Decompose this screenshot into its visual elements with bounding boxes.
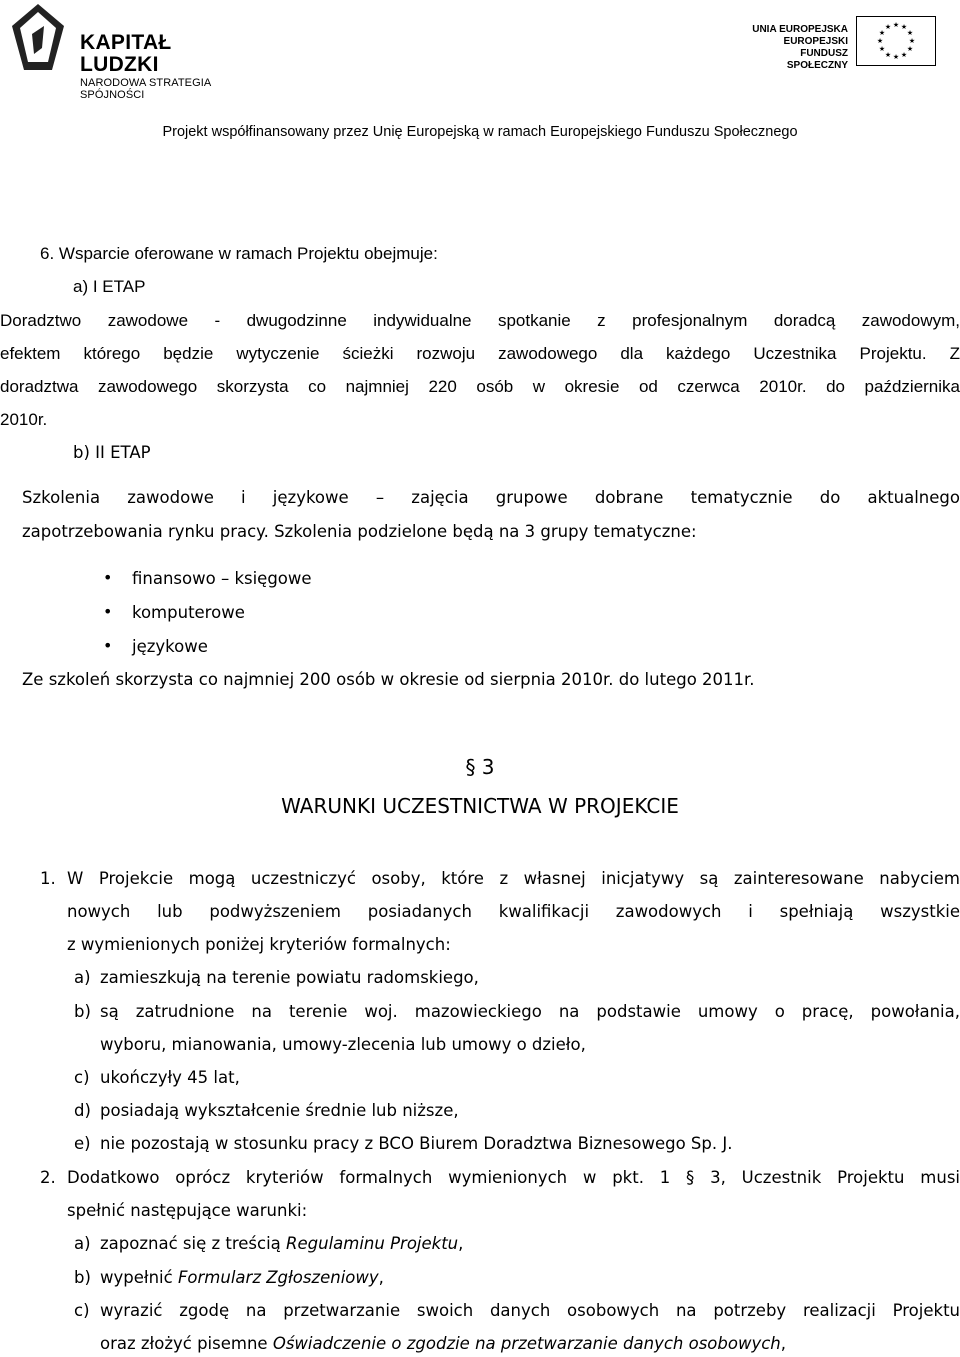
svg-text:★: ★ — [906, 45, 914, 53]
bullet-dot: • — [103, 636, 113, 655]
svg-text:★: ★ — [892, 53, 900, 61]
eu-logo-line1: UNIA EUROPEJSKA — [752, 24, 848, 35]
section6-b-line1: Szkolenia zawodowe i językowe – zajęcia grupowe dobrane tematycznie do aktualnego — [22, 488, 960, 507]
criterion-text: są zatrudnione na terenie woj. mazowieckiego na podstawie umowy o pracę, powołania, — [100, 1002, 960, 1021]
condition-label: b) — [74, 1268, 91, 1287]
bullet-dot: • — [103, 568, 113, 587]
condition-text-punct: , — [780, 1334, 787, 1353]
eu-logo-line2: EUROPEJSKI — [783, 36, 848, 47]
condition-text-plain: oraz złożyć pisemne — [100, 1334, 273, 1353]
section6-a-line4: 2010r. — [0, 410, 48, 429]
svg-text:★: ★ — [876, 37, 884, 45]
point1-number: 1. — [40, 869, 56, 888]
svg-text:★: ★ — [878, 45, 886, 53]
regulamin-reference: Regulaminu Projektu — [286, 1234, 459, 1253]
point2-line1: Dodatkowo oprócz kryteriów formalnych wymienionych w pkt. 1 § 3, Uczestnik Projektu musi — [67, 1168, 960, 1187]
section6-a-label: a) I ETAP — [73, 277, 146, 296]
condition-text-punct: , — [378, 1268, 384, 1287]
eu-logo — [740, 16, 940, 71]
condition-text-plain: zapoznać się z treścią — [100, 1234, 287, 1253]
formularz-reference: Formularz Zgłoszeniowy — [177, 1268, 379, 1287]
oswiadczenie-reference: Oświadczenie o zgodzie na przetwarzanie danych osobowych — [272, 1334, 781, 1353]
svg-text:★: ★ — [900, 23, 908, 31]
criterion-label: d) — [74, 1101, 91, 1120]
eu-logo-line3: FUNDUSZ SPOŁECZNY — [786, 48, 848, 71]
svg-text:★: ★ — [906, 29, 914, 37]
section6-a-line3: doradztwa zawodowego skorzysta co najmniej 220 osób w okresie od czerwca 2010r. do października — [0, 377, 960, 396]
kapital-ludzki-emblem-icon — [12, 4, 64, 70]
condition-text-cont — [100, 1334, 786, 1354]
bullet-dot: • — [103, 602, 113, 621]
point1-line3: z wymienionych poniżej kryteriów formalnych: — [67, 935, 451, 954]
condition-text-plain: wypełnić — [100, 1268, 178, 1287]
criterion-label: c) — [74, 1068, 90, 1087]
section6-b-label: b) II ETAP — [73, 443, 151, 462]
svg-text:★: ★ — [892, 21, 900, 29]
section6-a-line2: efektem którego będzie wytyczenie ścieżki rozwoju zawodowego dla każdego Uczestnika Projektu. Z — [0, 344, 960, 363]
svg-text:★: ★ — [878, 29, 886, 37]
svg-text:★: ★ — [884, 51, 892, 59]
criterion-text: ukończyły 45 lat, — [100, 1068, 240, 1087]
section6-intro: 6. Wsparcie oferowane w ramach Projektu obejmuje: — [40, 244, 438, 263]
svg-text:★: ★ — [900, 51, 908, 59]
kapital-ludzki-subtitle: NARODOWA STRATEGIA SPÓJNOŚCI — [80, 77, 211, 101]
criterion-text: nie pozostają w stosunku pracy z BCO Biurem Doradztwa Biznesowego Sp. J. — [100, 1134, 733, 1153]
condition-text-punct: , — [458, 1234, 464, 1253]
point1-line1: W Projekcie mogą uczestniczyć osoby, które z własnej inicjatywy są zainteresowane nabyciem — [67, 869, 960, 888]
point2-line2: spełnić następujące warunki: — [67, 1201, 308, 1220]
bullet-item: komputerowe — [132, 603, 245, 622]
condition-label: c) — [74, 1301, 90, 1320]
criterion-label: e) — [74, 1134, 91, 1153]
eu-flag-icon — [856, 16, 936, 66]
kapital-ludzki-title: KAPITAŁ LUDZKI — [80, 31, 172, 76]
section6-b-line2: zapotrzebowania rynku pracy. Szkolenia podzielone będą na 3 grupy tematyczne: — [22, 522, 697, 541]
criterion-text: posiadają wykształcenie średnie lub niższe, — [100, 1101, 459, 1120]
condition-text: wyrazić zgodę na przetwarzanie swoich danych osobowych na potrzeby realizacji Projektu — [100, 1301, 960, 1320]
criterion-text-cont: wyboru, mianowania, umowy-zlecenia lub umowy o dzieło, — [100, 1035, 586, 1054]
condition-text — [100, 1268, 384, 1288]
point1-line2: nowych lub podwyższeniem posiadanych kwalifikacji zawodowych i spełniają wszystkie — [67, 902, 960, 921]
cofinancing-note: Projekt współfinansowany przez Unię Europejską w ramach Europejskiego Funduszu Społecznego — [162, 124, 798, 140]
bullet-item: językowe — [132, 637, 208, 656]
svg-text:★: ★ — [908, 37, 916, 45]
section-symbol: § 3 — [465, 755, 495, 779]
criterion-text: zamieszkują na terenie powiatu radomskiego, — [100, 968, 479, 987]
point2-number: 2. — [40, 1168, 56, 1187]
svg-text:★: ★ — [884, 23, 892, 31]
condition-text — [100, 1234, 463, 1254]
criterion-label: b) — [74, 1002, 91, 1021]
bullet-item: finansowo – księgowe — [132, 569, 312, 588]
section6-b-summary: Ze szkoleń skorzysta co najmniej 200 osób w okresie od sierpnia 2010r. do lutego 2011r. — [22, 670, 755, 689]
criterion-label: a) — [74, 968, 91, 987]
condition-label: a) — [74, 1234, 91, 1253]
section6-a-line1: Doradztwo zawodowe - dwugodzinne indywidualne spotkanie z profesjonalnym doradcą zawodowym, — [0, 311, 960, 330]
kapital-ludzki-logo — [12, 4, 252, 101]
section-title: WARUNKI UCZESTNICTWA W PROJEKCIE — [281, 794, 679, 818]
